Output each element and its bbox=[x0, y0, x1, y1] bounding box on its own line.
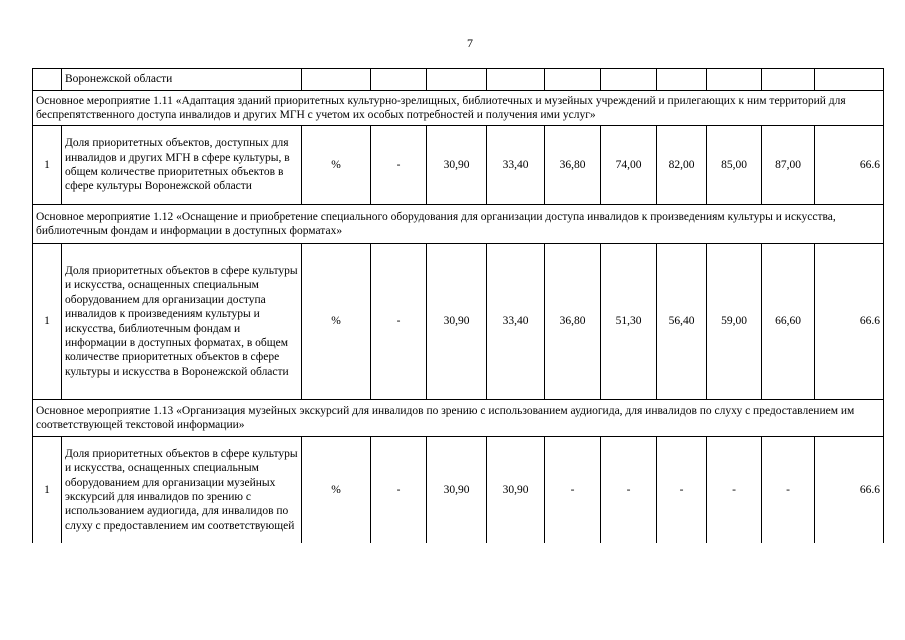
value-cell: - bbox=[371, 244, 427, 400]
value-cell: - bbox=[371, 437, 427, 544]
value-cell: 30,90 bbox=[427, 126, 487, 205]
value-cell bbox=[707, 69, 762, 91]
value-cell: 30,90 bbox=[427, 244, 487, 400]
table-body bbox=[33, 69, 884, 544]
row-number-cell bbox=[33, 69, 62, 91]
section-title: Основное мероприятие 1.13 «Организация музейных экскурсий для инвалидов по зрению с использованием аудиогида, для инвалидов по слуху с предоставлением им соответствующей текстовой информации» bbox=[33, 400, 884, 437]
value-cell: 66,60 bbox=[762, 244, 815, 400]
value-cell: 66.6 bbox=[815, 437, 884, 544]
section-row bbox=[33, 400, 884, 437]
value-cell: 36,80 bbox=[545, 244, 601, 400]
value-cell bbox=[657, 69, 707, 91]
indicator-name-text: Доля приоритетных объектов в сфере культуры и искусства, оснащенных специальным оборудованием для организации музейных экскурсий для инвалидов по зрению с использованием аудиогида, для инвалидов по слуху с предоставлением им соответствующей bbox=[65, 447, 298, 532]
unit-cell: % bbox=[302, 244, 371, 400]
row-number-cell: 1 bbox=[33, 126, 62, 205]
value-cell bbox=[815, 69, 884, 91]
value-cell bbox=[601, 69, 657, 91]
value-cell: 30,90 bbox=[427, 437, 487, 544]
value-cell: - bbox=[657, 437, 707, 544]
value-cell: 74,00 bbox=[601, 126, 657, 205]
value-cell: - bbox=[371, 126, 427, 205]
value-cell: 33,40 bbox=[487, 244, 545, 400]
section-row bbox=[33, 91, 884, 126]
page-number: 7 bbox=[467, 36, 473, 50]
indicator-name-cell: Воронежской области bbox=[62, 69, 302, 91]
indicator-name-cell bbox=[62, 437, 302, 544]
section-row bbox=[33, 205, 884, 244]
value-cell: 30,90 bbox=[487, 437, 545, 544]
section-title: Основное мероприятие 1.11 «Адаптация зданий приоритетных культурно-зрелищных, библиотечных и музейных учреждений и прилегающих к ним территорий для беспрепятственного доступа инвалидов и других МГН с учетом их особых потребностей и получения ими услуг» bbox=[33, 91, 884, 126]
table-row bbox=[33, 126, 884, 205]
value-cell bbox=[545, 69, 601, 91]
value-cell bbox=[302, 69, 371, 91]
row-number-cell: 1 bbox=[33, 244, 62, 400]
value-cell: 36,80 bbox=[545, 126, 601, 205]
value-cell: 56,40 bbox=[657, 244, 707, 400]
table-row bbox=[33, 244, 884, 400]
value-cell: - bbox=[545, 437, 601, 544]
value-cell bbox=[762, 69, 815, 91]
table-row bbox=[33, 437, 884, 544]
table-row-continuation bbox=[33, 69, 884, 91]
section-title: Основное мероприятие 1.12 «Оснащение и приобретение специального оборудования для организации доступа инвалидов к произведениям культуры и искусства, библиотечным фондам и информации в доступных форматах» bbox=[33, 205, 884, 244]
row-number-cell: 1 bbox=[33, 437, 62, 544]
value-cell: 51,30 bbox=[601, 244, 657, 400]
value-cell: 66.6 bbox=[815, 126, 884, 205]
value-cell: 87,00 bbox=[762, 126, 815, 205]
indicator-name-cell: Доля приоритетных объектов, доступных для инвалидов и других МГН в сфере культуры, в общем количестве приоритетных объектов в сфере культуры Воронежской области bbox=[62, 126, 302, 205]
unit-cell: % bbox=[302, 126, 371, 205]
value-cell: 85,00 bbox=[707, 126, 762, 205]
value-cell bbox=[487, 69, 545, 91]
indicators-table bbox=[32, 68, 884, 543]
value-cell: 33,40 bbox=[487, 126, 545, 205]
value-cell: 66.6 bbox=[815, 244, 884, 400]
value-cell: - bbox=[707, 437, 762, 544]
value-cell: - bbox=[601, 437, 657, 544]
value-cell: - bbox=[762, 437, 815, 544]
value-cell bbox=[371, 69, 427, 91]
value-cell: 82,00 bbox=[657, 126, 707, 205]
value-cell: 59,00 bbox=[707, 244, 762, 400]
value-cell bbox=[427, 69, 487, 91]
unit-cell: % bbox=[302, 437, 371, 544]
indicator-name-cell: Доля приоритетных объектов в сфере культуры и искусства, оснащенных специальным оборудованием для организации доступа инвалидов к произведениям культуры и искусства, библиотечным фондам и информации в доступных форматах, в общем количестве приоритетных объектов в сфере культуры и искусства в Воронежской области bbox=[62, 244, 302, 400]
